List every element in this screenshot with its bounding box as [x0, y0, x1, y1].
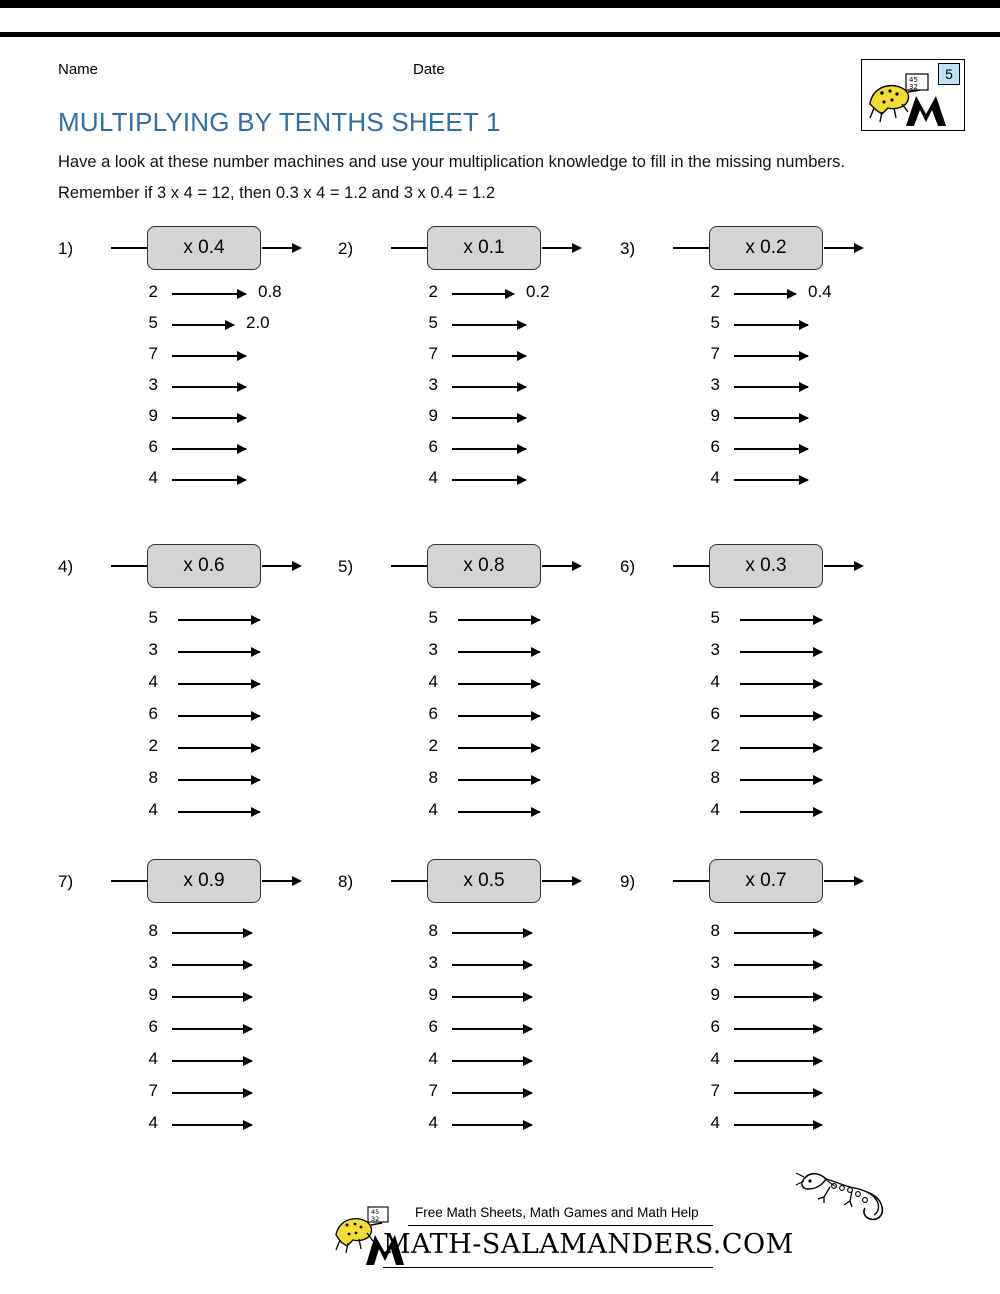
row-arrow — [734, 1060, 822, 1062]
machine-row — [620, 918, 920, 950]
row-input: 9 — [428, 985, 438, 1004]
machine-row — [620, 341, 920, 372]
machine-row — [58, 637, 358, 669]
row-input: 7 — [710, 344, 720, 363]
output-arrow — [824, 565, 862, 567]
row-arrow — [740, 747, 822, 749]
row-input: 6 — [148, 437, 158, 456]
machine-row — [620, 1078, 920, 1110]
row-input: 8 — [428, 921, 438, 940]
machine-row — [338, 605, 638, 637]
row-arrow — [172, 1028, 252, 1030]
input-line — [391, 247, 427, 249]
row-input: 3 — [148, 375, 158, 394]
row-arrow — [734, 996, 822, 998]
footer — [0, 1167, 1000, 1287]
machine-row — [338, 1046, 638, 1078]
machine-row — [620, 310, 920, 341]
row-arrow — [172, 1124, 252, 1126]
row-arrow — [740, 651, 822, 653]
row-input: 3 — [428, 375, 438, 394]
row-arrow — [734, 479, 808, 481]
row-arrow — [452, 386, 526, 388]
worksheet-body — [0, 37, 1000, 1294]
machine-row — [620, 1110, 920, 1142]
output-arrow — [262, 880, 300, 882]
row-arrow — [172, 964, 252, 966]
row-arrow — [178, 683, 260, 685]
instructions-text: Have a look at these number machines and use your multiplication knowledge to fill in the missing numbers. Remember if 3 x 4 = 12, then 0.3 x 4 = 1.2 and 3 x 0.4 = 1.2 — [58, 153, 845, 202]
row-input: 3 — [710, 375, 720, 394]
footer-divider — [408, 1225, 713, 1226]
row-arrow — [172, 324, 234, 326]
row-arrow — [452, 1060, 532, 1062]
row-arrow — [178, 811, 260, 813]
row-input: 3 — [428, 953, 438, 972]
row-arrow — [458, 811, 540, 813]
row-output[interactable]: 0.2 — [526, 282, 550, 301]
input-line — [111, 565, 147, 567]
machine-row — [338, 982, 638, 1014]
row-input: 9 — [148, 406, 158, 425]
row-arrow — [452, 324, 526, 326]
machine-row — [58, 1078, 358, 1110]
row-arrow — [172, 293, 246, 295]
date-label: Date — [413, 61, 445, 78]
row-input: 5 — [428, 313, 438, 332]
row-input: 4 — [710, 468, 720, 487]
row-arrow — [452, 293, 514, 295]
row-arrow — [172, 932, 252, 934]
row-input: 9 — [148, 985, 158, 1004]
row-input: 2 — [428, 282, 438, 301]
machine-row — [58, 918, 358, 950]
row-arrow — [458, 619, 540, 621]
rows-list — [338, 279, 638, 496]
row-input: 6 — [428, 704, 438, 723]
row-arrow — [452, 1092, 532, 1094]
operation-box: x 0.3 — [709, 544, 823, 588]
machine-row — [58, 403, 358, 434]
row-input: 7 — [428, 344, 438, 363]
row-input: 9 — [428, 406, 438, 425]
machine-row — [58, 701, 358, 733]
row-arrow — [172, 355, 246, 357]
machine-row — [338, 1110, 638, 1142]
machine-row — [620, 797, 920, 829]
row-input: 3 — [710, 953, 720, 972]
row-arrow — [458, 651, 540, 653]
operation-box: x 0.6 — [147, 544, 261, 588]
rows-list — [58, 279, 358, 496]
row-arrow — [452, 996, 532, 998]
machine-row — [338, 372, 638, 403]
row-input: 7 — [148, 344, 158, 363]
row-arrow — [734, 1028, 822, 1030]
machine-row — [58, 733, 358, 765]
top-border-bar — [0, 0, 1000, 8]
output-arrow — [262, 565, 300, 567]
machine-row — [338, 279, 638, 310]
row-input: 9 — [710, 406, 720, 425]
question-number: 8) — [338, 872, 354, 891]
row-input: 7 — [148, 1081, 158, 1100]
row-arrow — [734, 448, 808, 450]
machine-row — [58, 465, 358, 496]
machine-row — [58, 434, 358, 465]
output-arrow — [542, 247, 580, 249]
row-arrow — [734, 1092, 822, 1094]
row-input: 4 — [148, 1113, 158, 1132]
row-arrow — [178, 715, 260, 717]
question-number: 5) — [338, 557, 354, 576]
row-input: 3 — [148, 953, 158, 972]
row-input: 7 — [710, 1081, 720, 1100]
machine-row — [338, 637, 638, 669]
row-arrow — [452, 932, 532, 934]
row-input: 6 — [428, 437, 438, 456]
machine-row — [620, 950, 920, 982]
row-arrow — [172, 417, 246, 419]
rows-list — [620, 605, 920, 829]
machine-row — [58, 765, 358, 797]
row-input: 6 — [710, 1017, 720, 1036]
machine-row — [58, 605, 358, 637]
footer-divider-bottom — [383, 1267, 713, 1268]
row-input: 3 — [428, 640, 438, 659]
row-input: 5 — [710, 608, 720, 627]
machine-row — [338, 1014, 638, 1046]
row-arrow — [734, 932, 822, 934]
machine-row — [620, 372, 920, 403]
row-output[interactable]: 2.0 — [246, 313, 270, 332]
grade-badge: 5 — [938, 63, 960, 85]
input-line — [111, 880, 147, 882]
row-input: 8 — [710, 768, 720, 787]
operation-box: x 0.8 — [427, 544, 541, 588]
row-arrow — [734, 964, 822, 966]
row-input: 2 — [428, 736, 438, 755]
row-input: 2 — [710, 282, 720, 301]
row-output[interactable]: 0.8 — [258, 282, 282, 301]
output-arrow — [542, 565, 580, 567]
input-line — [391, 565, 427, 567]
row-input: 4 — [148, 1049, 158, 1068]
question-number: 4) — [58, 557, 74, 576]
rows-list — [58, 605, 358, 829]
machine-row — [58, 341, 358, 372]
row-arrow — [734, 293, 796, 295]
input-line — [391, 880, 427, 882]
row-input: 4 — [148, 672, 158, 691]
input-line — [673, 565, 709, 567]
question-number: 6) — [620, 557, 636, 576]
row-input: 5 — [428, 608, 438, 627]
rows-list — [620, 279, 920, 496]
machine-row — [620, 434, 920, 465]
row-arrow — [172, 448, 246, 450]
row-input: 4 — [428, 1049, 438, 1068]
page-title: MULTIPLYING BY TENTHS SHEET 1 — [58, 107, 501, 137]
rows-list — [620, 918, 920, 1142]
machine-row — [620, 701, 920, 733]
row-arrow — [740, 715, 822, 717]
svg-text:32: 32 — [371, 1215, 380, 1223]
operation-box: x 0.9 — [147, 859, 261, 903]
row-input: 8 — [710, 921, 720, 940]
row-input: 8 — [428, 768, 438, 787]
row-input: 4 — [428, 468, 438, 487]
row-arrow — [178, 779, 260, 781]
row-arrow — [734, 1124, 822, 1126]
row-arrow — [734, 355, 808, 357]
row-arrow — [740, 811, 822, 813]
row-arrow — [452, 355, 526, 357]
row-arrow — [452, 479, 526, 481]
row-arrow — [172, 996, 252, 998]
name-label: Name — [58, 61, 99, 78]
machine-row — [338, 701, 638, 733]
row-input: 4 — [710, 1113, 720, 1132]
input-line — [673, 247, 709, 249]
input-line — [673, 880, 709, 882]
rows-list — [338, 605, 638, 829]
row-input: 9 — [710, 985, 720, 1004]
row-input: 5 — [710, 313, 720, 332]
row-input: 2 — [148, 282, 158, 301]
row-arrow — [740, 683, 822, 685]
lizard-decoration-icon — [790, 1157, 910, 1237]
row-arrow — [172, 479, 246, 481]
row-arrow — [172, 1092, 252, 1094]
footer-brand: MATH-SALAMANDERS.COM — [383, 1229, 794, 1260]
machine-row — [338, 434, 638, 465]
row-arrow — [740, 779, 822, 781]
row-input: 6 — [148, 704, 158, 723]
output-arrow — [262, 247, 300, 249]
machine-row — [338, 797, 638, 829]
rows-list — [338, 918, 638, 1142]
row-arrow — [458, 683, 540, 685]
row-arrow — [734, 324, 808, 326]
row-arrow — [452, 1028, 532, 1030]
output-arrow — [542, 880, 580, 882]
machine-row — [620, 637, 920, 669]
operation-box: x 0.7 — [709, 859, 823, 903]
row-arrow — [452, 1124, 532, 1126]
machine-row — [338, 465, 638, 496]
row-input: 4 — [148, 468, 158, 487]
machine-row — [338, 765, 638, 797]
svg-text:45: 45 — [909, 76, 918, 84]
row-output[interactable]: 0.4 — [808, 282, 832, 301]
question-number: 2) — [338, 239, 354, 258]
machine-row — [620, 605, 920, 637]
output-arrow — [824, 880, 862, 882]
machine-row — [620, 465, 920, 496]
machine-row — [58, 982, 358, 1014]
question-number: 1) — [58, 239, 74, 258]
machine-row — [58, 669, 358, 701]
row-input: 4 — [710, 1049, 720, 1068]
row-arrow — [172, 1060, 252, 1062]
row-arrow — [458, 747, 540, 749]
machine-row — [338, 1078, 638, 1110]
machine-row — [338, 918, 638, 950]
row-arrow — [178, 747, 260, 749]
input-line — [111, 247, 147, 249]
row-input: 6 — [710, 704, 720, 723]
machine-row — [338, 310, 638, 341]
row-input: 3 — [148, 640, 158, 659]
svg-text:32: 32 — [909, 83, 918, 91]
machine-row — [58, 1046, 358, 1078]
rows-list — [58, 918, 358, 1142]
machine-row — [338, 950, 638, 982]
row-input: 6 — [148, 1017, 158, 1036]
machine-row — [338, 669, 638, 701]
question-number: 9) — [620, 872, 636, 891]
question-number: 7) — [58, 872, 74, 891]
row-input: 4 — [428, 1113, 438, 1132]
machine-row — [58, 372, 358, 403]
row-input: 4 — [428, 800, 438, 819]
row-arrow — [452, 417, 526, 419]
machine-row — [620, 1046, 920, 1078]
operation-box: x 0.5 — [427, 859, 541, 903]
machine-row — [620, 1014, 920, 1046]
row-arrow — [740, 619, 822, 621]
row-arrow — [172, 386, 246, 388]
row-input: 5 — [148, 608, 158, 627]
operation-box: x 0.1 — [427, 226, 541, 270]
machine-row — [620, 403, 920, 434]
row-input: 4 — [148, 800, 158, 819]
machine-row — [58, 1110, 358, 1142]
machine-row — [620, 733, 920, 765]
row-input: 2 — [148, 736, 158, 755]
machine-row — [58, 310, 358, 341]
row-input: 8 — [148, 921, 158, 940]
row-input: 4 — [428, 672, 438, 691]
row-arrow — [178, 619, 260, 621]
row-input: 4 — [710, 800, 720, 819]
row-input: 5 — [148, 313, 158, 332]
output-arrow — [824, 247, 862, 249]
row-input: 6 — [710, 437, 720, 456]
operation-box: x 0.2 — [709, 226, 823, 270]
machine-row — [620, 982, 920, 1014]
machine-row — [58, 1014, 358, 1046]
row-arrow — [734, 417, 808, 419]
row-arrow — [452, 964, 532, 966]
machine-row — [58, 279, 358, 310]
machine-row — [58, 797, 358, 829]
machine-row — [338, 733, 638, 765]
row-arrow — [734, 386, 808, 388]
row-input: 7 — [428, 1081, 438, 1100]
salamander-logo — [861, 59, 965, 131]
row-input: 4 — [710, 672, 720, 691]
machine-row — [620, 669, 920, 701]
machine-row — [58, 950, 358, 982]
machine-row — [338, 341, 638, 372]
row-input: 3 — [710, 640, 720, 659]
row-arrow — [178, 651, 260, 653]
question-number: 3) — [620, 239, 636, 258]
svg-text:45: 45 — [371, 1208, 380, 1216]
row-input: 2 — [710, 736, 720, 755]
footer-tagline: Free Math Sheets, Math Games and Math Help — [415, 1205, 699, 1220]
row-input: 8 — [148, 768, 158, 787]
row-arrow — [452, 448, 526, 450]
row-input: 6 — [428, 1017, 438, 1036]
machine-row — [620, 765, 920, 797]
machine-row — [620, 279, 920, 310]
machine-row — [338, 403, 638, 434]
row-arrow — [458, 779, 540, 781]
row-arrow — [458, 715, 540, 717]
operation-box: x 0.4 — [147, 226, 261, 270]
